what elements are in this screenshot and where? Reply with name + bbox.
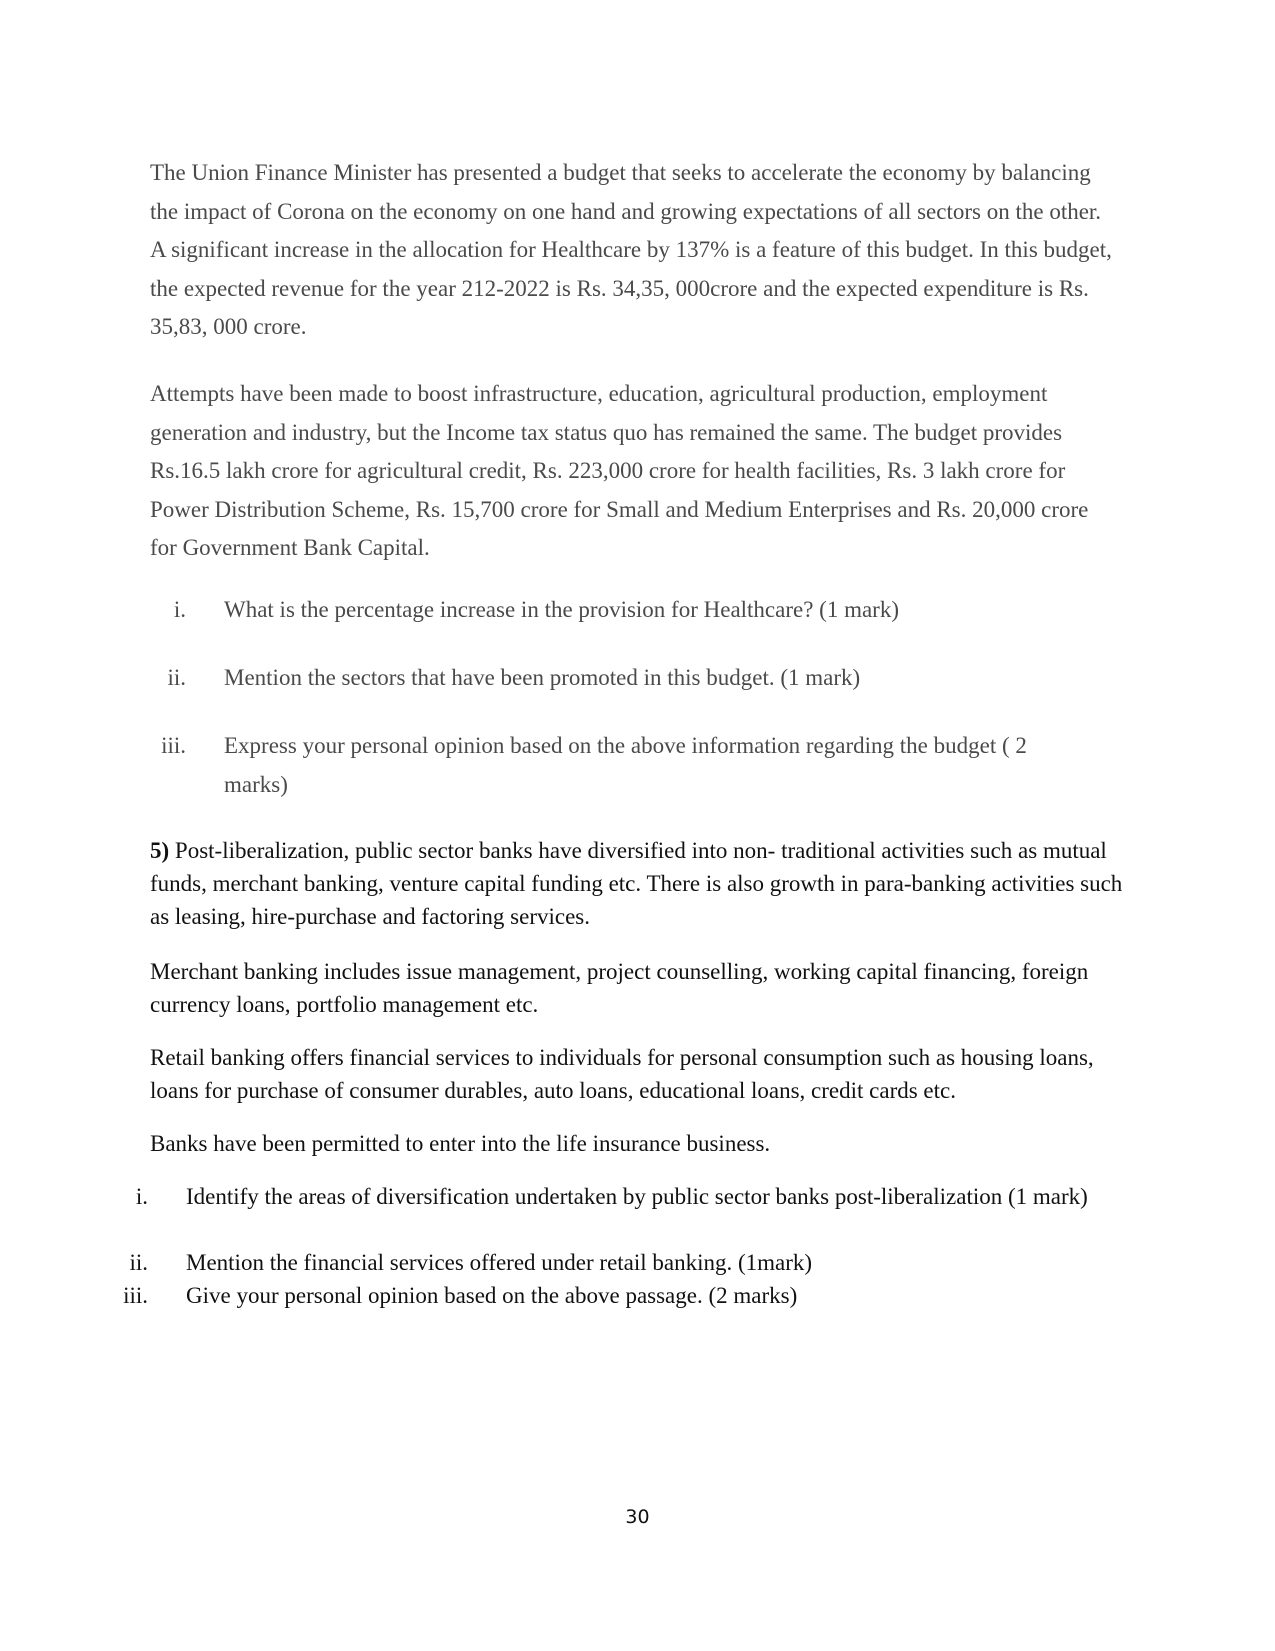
list-item (110, 1279, 1120, 1312)
question-text: Express your personal opinion based on the above information regarding the budget ( 2 marks) (224, 733, 1027, 797)
list-item (150, 659, 1120, 698)
passage-2-paragraph-3: Retail banking offers financial services to individuals for personal consumption such as housing loans, loans for purchase of consumer durables, auto loans, educational loans, credit cards etc. (150, 1045, 1094, 1103)
passage-1-paragraph-2: Attempts have been made to boost infrastructure, education, agricultural production, employment generation and industry, but the Income tax status quo has remained the same. The budget provides Rs.16.5 lakh crore for agricultural credit, Rs. 223,000 crore for health facilities, Rs. 3 lakh crore for Power Distribution Scheme, Rs. 15,700 crore for Small and Medium Enterprises and Rs. 20,000 crore for Government Bank Capital. (150, 381, 1089, 560)
question-number: ii. (167, 665, 186, 690)
list-item (150, 727, 1120, 804)
paragraph-text: Post-liberalization, public sector banks have diversified into non- traditional activities such as mutual funds, merchant banking, venture capital funding etc. There is also growth in para-banking activities such as leasing, hire-purchase and factoring services. (150, 838, 1123, 929)
page-number: 30 (625, 1506, 650, 1528)
question-text: Give your personal opinion based on the above passage. (2 marks) (186, 1283, 798, 1308)
question-number: iii. (161, 733, 186, 758)
passage-1-paragraph-1: The Union Finance Minister has presented a budget that seeks to accelerate the economy by balancing the impact of Corona on the economy on one hand and growing expectations of all sectors on the other. A significant increase in the allocation for Healthcare by 137% is a feature of this budget. In this budget, the expected revenue for the year 212-2022 is Rs. 34,35, 000crore and the expected expenditure is Rs. 35,83, 000 crore. (150, 160, 1112, 339)
question-text: Mention the sectors that have been promoted in this budget. (1 mark) (224, 665, 861, 690)
passage-2-paragraph-1 (150, 834, 1130, 933)
list-item (150, 591, 1120, 630)
question-number: ii. (129, 1250, 148, 1275)
list-item (110, 1180, 1120, 1213)
question-text: Mention the financial services offered under retail banking. (1mark) (186, 1250, 813, 1275)
passage-2-paragraph-2: Merchant banking includes issue management, project counselling, working capital financing, foreign currency loans, portfolio management etc. (150, 959, 1089, 1017)
passage-2-paragraph-4: Banks have been permitted to enter into the life insurance business. (150, 1131, 771, 1156)
question-text: Identify the areas of diversification undertaken by public sector banks post-liberalization (1 mark) (186, 1184, 1088, 1209)
question-number: 5) (150, 838, 170, 863)
question-text: What is the percentage increase in the provision for Healthcare? (1 mark) (224, 597, 899, 622)
question-number: i. (135, 1184, 148, 1209)
question-number: i. (173, 597, 186, 622)
list-item (110, 1246, 1120, 1279)
question-number: iii. (123, 1283, 148, 1308)
